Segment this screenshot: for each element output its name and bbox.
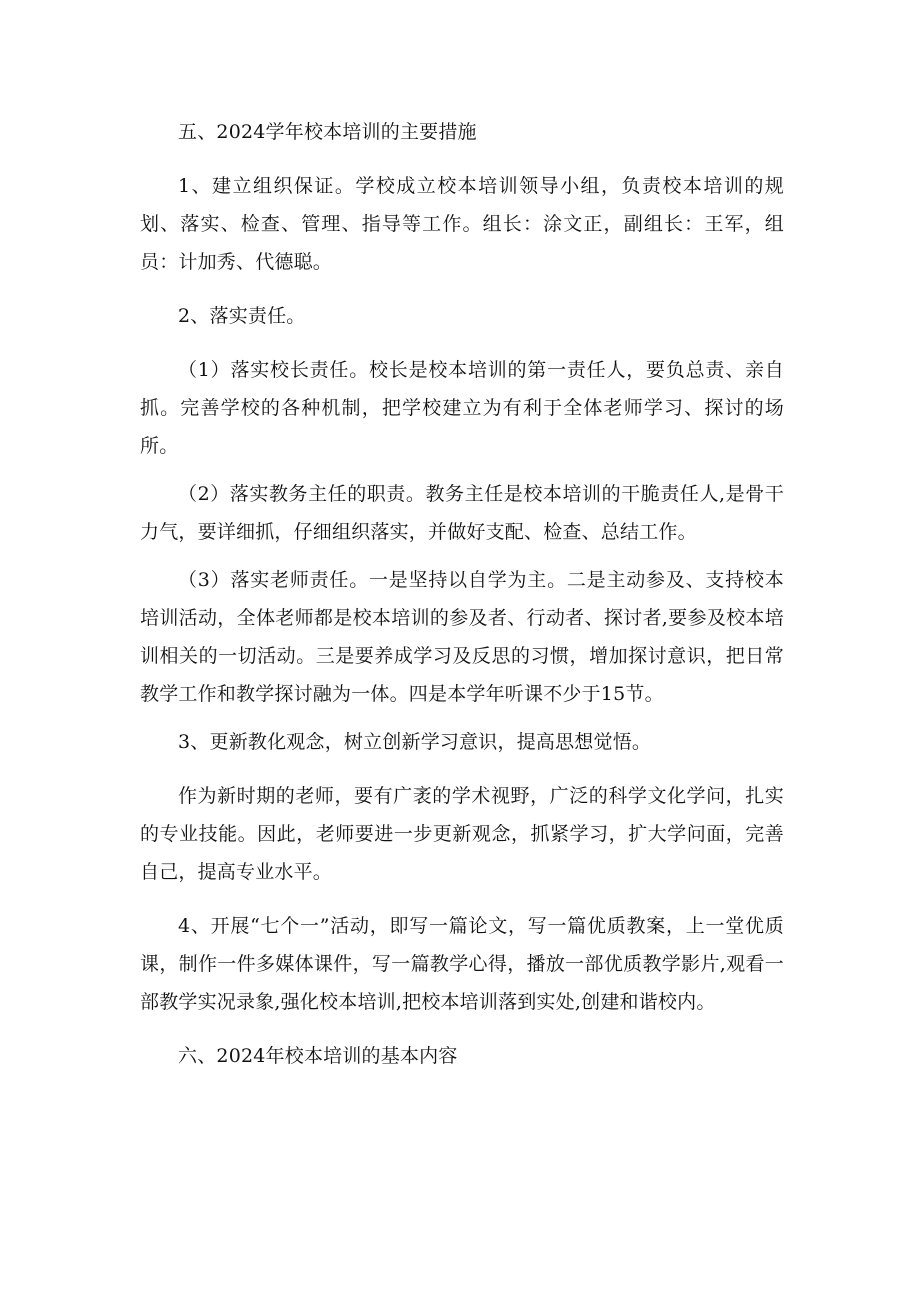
paragraph-update-ideas: 3、更新教化观念，树立创新学习意识，提高思想觉悟。 xyxy=(178,731,652,753)
document-body xyxy=(140,113,784,1075)
paragraph-academic-director-duty: （2）落实教务主任的职责。教务主任是校本培训的干脆责任人,是骨干力气，要详细抓，仔细组织落实，并做好支配、检查、总结工作。 xyxy=(140,483,784,543)
paragraph-responsibility: 2、落实责任。 xyxy=(178,305,306,327)
paragraph-new-era-teacher: 作为新时期的老师，要有广袤的学术视野，广泛的科学文化学问，扎实的专业技能。因此，老师要进一步更新观念，抓紧学习，扩大学问面，完善自己，提高专业水平。 xyxy=(140,785,784,883)
paragraph-organization: 1、建立组织保证。学校成立校本培训领导小组，负责校本培训的规划、落实、检查、管理、指导等工作。组长：涂文正，副组长：王军，组员：计加秀、代德聪。 xyxy=(140,175,784,273)
paragraph-teacher-duty: （3）落实老师责任。一是坚持以自学为主。二是主动参及、支持校本培训活动，全体老师都是校本培训的参及者、行动者、探讨者,要参及校本培训相关的一切活动。三是要养成学习及反思的习惯，增加探讨意识，把日常教学工作和教学探讨融为一体。四是本学年听课不少于15节。 xyxy=(140,569,784,705)
section-heading-six: 六、2024年校本培训的基本内容 xyxy=(178,1045,458,1067)
section-heading-five: 五、2024学年校本培训的主要措施 xyxy=(178,121,477,143)
paragraph-principal-duty: （1）落实校长责任。校长是校本培训的第一责任人，要负总责、亲自抓。完善学校的各种机制，把学校建立为有利于全体老师学习、探讨的场所。 xyxy=(140,359,784,457)
paragraph-seven-ones: 4、开展“七个一”活动，即写一篇论文，写一篇优质教案，上一堂优质课，制作一件多媒体课件，写一篇教学心得，播放一部优质教学影片,观看一部教学实况录象,强化校本培训,把校本培训落到实处,创建和谐校内。 xyxy=(140,915,784,1013)
